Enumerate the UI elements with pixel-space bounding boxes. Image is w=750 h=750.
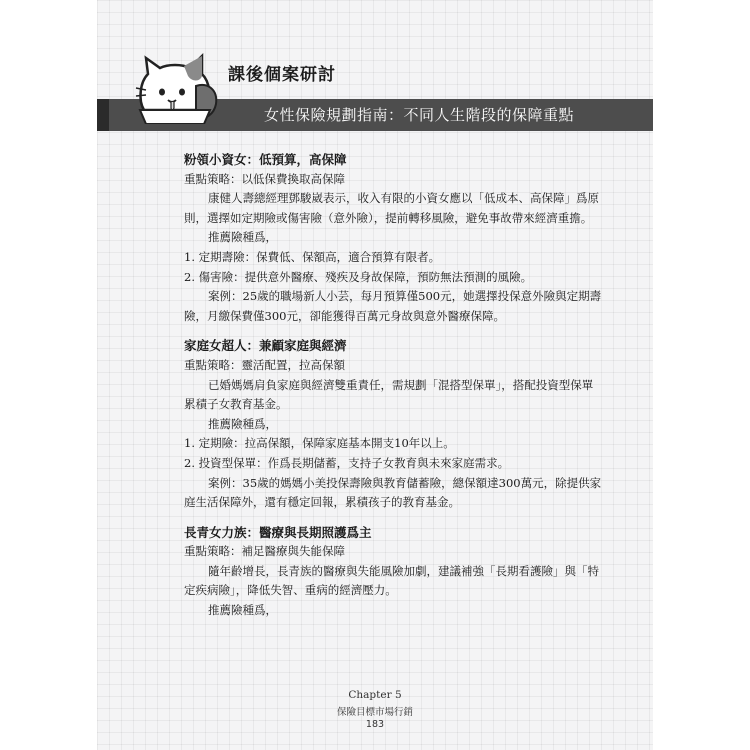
section-heading-3: 長青女力族：醫療與長期照護爲主 [184,524,372,540]
footer-chapter: Chapter 5 [348,689,402,701]
section-heading-1: 粉領小資女：低預算，高保障 [184,152,347,167]
recommend-1: 推薦險種爲， [208,230,277,245]
list-item: 1. 定期壽險：保費低、保額高，適合預算有限者。 [184,249,441,264]
page-number: 183 [365,719,385,730]
cat-mascot-icon [134,52,224,124]
case-2: 案例：35歲的媽媽小美投保壽險與教育儲蓄險，總保額達300萬元，除提供家庭生活保障外，還有穩定回報，累積孩子的教育基金。 [184,475,602,510]
paragraph-3: 隨年齡增長，長青族的醫療與失能風險加劇，建議補強「長期看護險」與「特定疾病險」，降低失智、重病的經濟壓力。 [184,563,599,598]
section-heading: 課後個案研討 [228,65,336,85]
list-item: 1. 定期險：拉高保額，保障家庭基本開支10年以上。 [184,436,455,451]
paragraph-1: 康健人壽總經理鄧駿崴表示，收入有限的小資女應以「低成本、高保障」爲原則，選擇如定期險或傷害險（意外險），提前轉移風險，避免事故帶來經濟重擔。 [184,191,599,225]
paragraph-2: 已婚媽媽肩負家庭與經濟雙重責任，需規劃「混搭型保單」，搭配投資型保單累積子女教育基金。 [184,377,594,412]
list-item: 2. 投資型保單：作爲長期儲蓄，支持子女教育與未來家庭需求。 [184,455,510,470]
strategy-2: 重點策略：靈活配置，拉高保額 [184,357,345,372]
title-bar-accent [97,99,109,131]
strategy-3: 重點策略：補足醫療與失能保障 [184,544,345,559]
article-body [184,150,602,621]
list-item: 2. 傷害險：提供意外醫療、殘疾及身故保障，預防無法預測的風險。 [184,269,533,284]
section-heading-2: 家庭女超人：兼顧家庭與經濟 [184,338,347,354]
case-1: 案例：25歲的職場新人小芸，每月預算僅500元，她選擇投保意外險與定期壽險，月繳保費僅300元，卻能獲得百萬元身故與意外醫療保障。 [184,289,602,323]
recommend-3: 推薦險種爲， [208,603,277,618]
footer-subtitle: 保險目標市場行銷 [336,707,413,718]
recommend-2: 推薦險種爲， [208,416,277,431]
strategy-1: 重點策略：以低保費換取高保障 [184,171,345,186]
page-title: 女性保險規劃指南：不同人生階段的保障重點 [264,106,575,124]
